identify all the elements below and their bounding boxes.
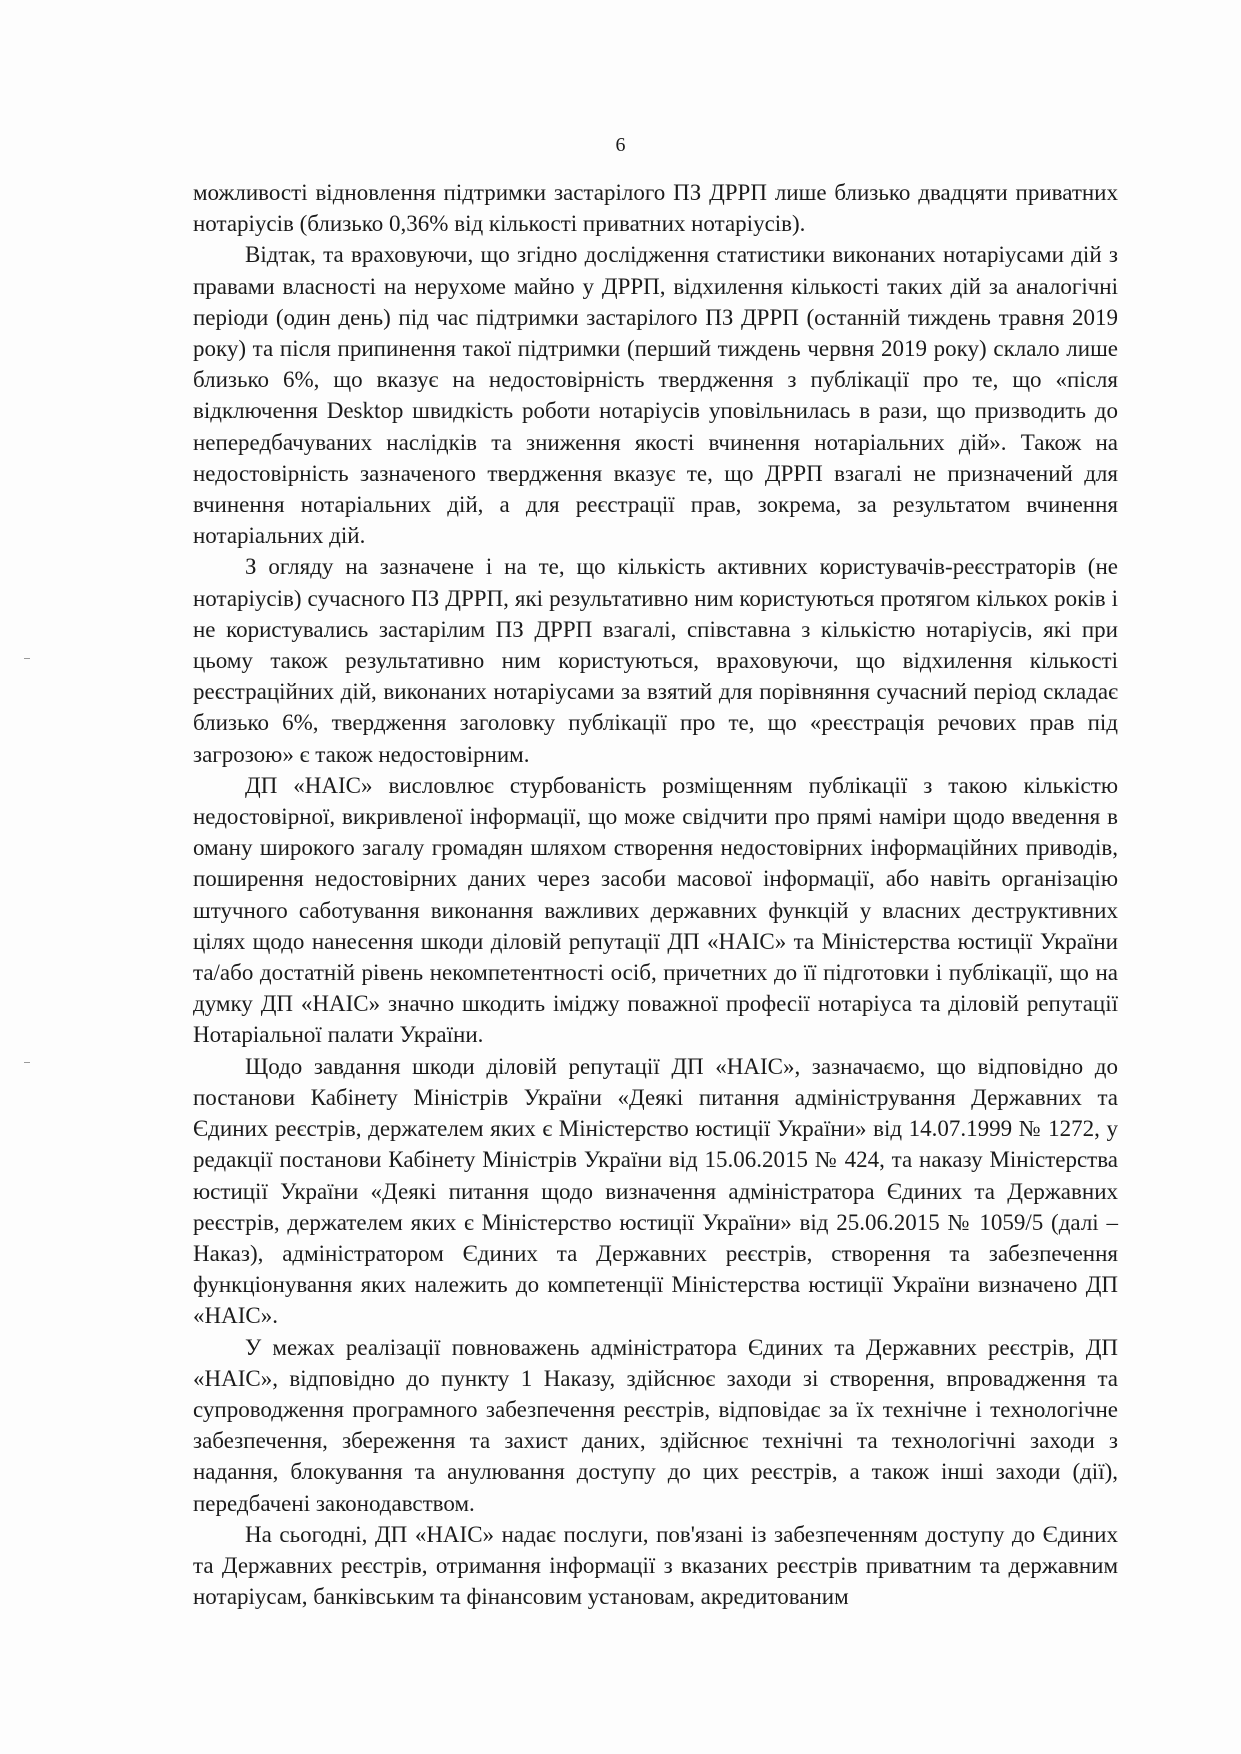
paragraph-registrars: З огляду на зазначене і на те, що кількість активних користувачів-реєстраторів (не нотаріусів) сучасного ПЗ ДРРП, які результативно ним користуються протягом кількох років і не користувались застарілим ПЗ ДРРП взагалі, співставна з кількістю нотаріусів, які при цьому також результативно ним користуються, враховуючи, що відхилення кількості реєстраційних дій, виконаних нотаріусами за взятий для порівняння сучасний період складає близько 6%, твердження заголовку публікації про те, що «реєстрація речових прав під загрозою» є також недостовірним. [193,554,1118,767]
scan-margin-mark [24,1062,30,1063]
document-body [193,177,1118,1612]
page-number: 6 [615,134,626,156]
scan-margin-mark [24,658,30,659]
paragraph-statistics: Відтак, та враховуючи, що згідно дослідження статистики виконаних нотаріусами дій з правами власності на нерухоме майно у ДРРП, відхилення кількості таких дій за аналогічні періоди (один день) під час підтримки застарілого ПЗ ДРРП (останній тиждень травня 2019 року) та після припинення такої підтримки (перший тиждень червня 2019 року) склало лише близько 6%, що вказує на недостовірність твердження з публікації про те, що «після відключення Desktop швидкість роботи нотаріусів уповільнилась в рази, що призводить до непередбачуваних наслідків та зниження якості вчинення нотаріальних дій». Також на недостовірність зазначеного твердження вказує те, що ДРРП взагалі не призначений для вчинення нотаріальних дій, а для реєстрації прав, зокрема, за результатом вчинення нотаріальних дій. [193,242,1118,549]
paragraph-reputation: Щодо завдання шкоди діловій репутації ДП «НАІС», зазначаємо, що відповідно до постанови Кабінету Міністрів України «Деякі питання адміністрування Державних та Єдиних реєстрів, держателем яких є Міністерство юстиції України» від 14.07.1999 № 1272, у редакції постанови Кабінету Міністрів України від 15.06.2015 № 424, та наказу Міністерства юстиції України «Деякі питання щодо визначення адміністратора Єдиних та Державних реєстрів, держателем яких є Міністерство юстиції України» від 25.06.2015 № 1059/5 (далі – Наказ), адміністратором Єдиних та Державних реєстрів, створення та забезпечення функціонування яких належить до компетенції Міністерства юстиції України визначено ДП «НАІС». [193,1053,1118,1329]
paragraph-services: На сьогодні, ДП «НАІС» надає послуги, пов'язані із забезпеченням доступу до Єдиних та Державних реєстрів, отримання інформації з вказаних реєстрів приватним та державним нотаріусам, банківським та фінансовим установам, акредитованим [193,1521,1118,1610]
paragraph-continuation: можливості відновлення підтримки застарілого ПЗ ДРРП лише близько двадцяти приватних нотаріусів (близько 0,36% від кількості приватних нотаріусів). [193,180,1118,237]
paragraph-concern: ДП «НАІС» висловлює стурбованість розміщенням публікації з такою кількістю недостовірної, викривленої інформації, що може свідчити про прямі наміри щодо введення в оману широкого загалу громадян шляхом створення недостовірних інформаційних приводів, поширення недостовірних даних через засоби масової інформації, або навіть організацію штучного саботування виконання важливих державних функцій у власних деструктивних цілях щодо нанесення шкоди діловій репутації ДП «НАІС» та Міністерства юстиції України та/або достатній рівень некомпетентності осіб, причетних до її підготовки і публікації, що на думку ДП «НАІС» значно шкодить іміджу поважної професії нотаріуса та діловій репутації Нотаріальної палати України. [193,772,1118,1048]
paragraph-administrator-powers: У межах реалізації повноважень адміністратора Єдиних та Державних реєстрів, ДП «НАІС», відповідно до пункту 1 Наказу, здійснює заходи зі створення, впровадження та супроводження програмного забезпечення реєстрів, відповідає за їх технічне і технологічне забезпечення, збереження та захист даних, здійснює технічні та технологічні заходи з надання, блокування та анулювання доступу до цих реєстрів, а також інші заходи (дії), передбачені законодавством. [193,1334,1118,1516]
